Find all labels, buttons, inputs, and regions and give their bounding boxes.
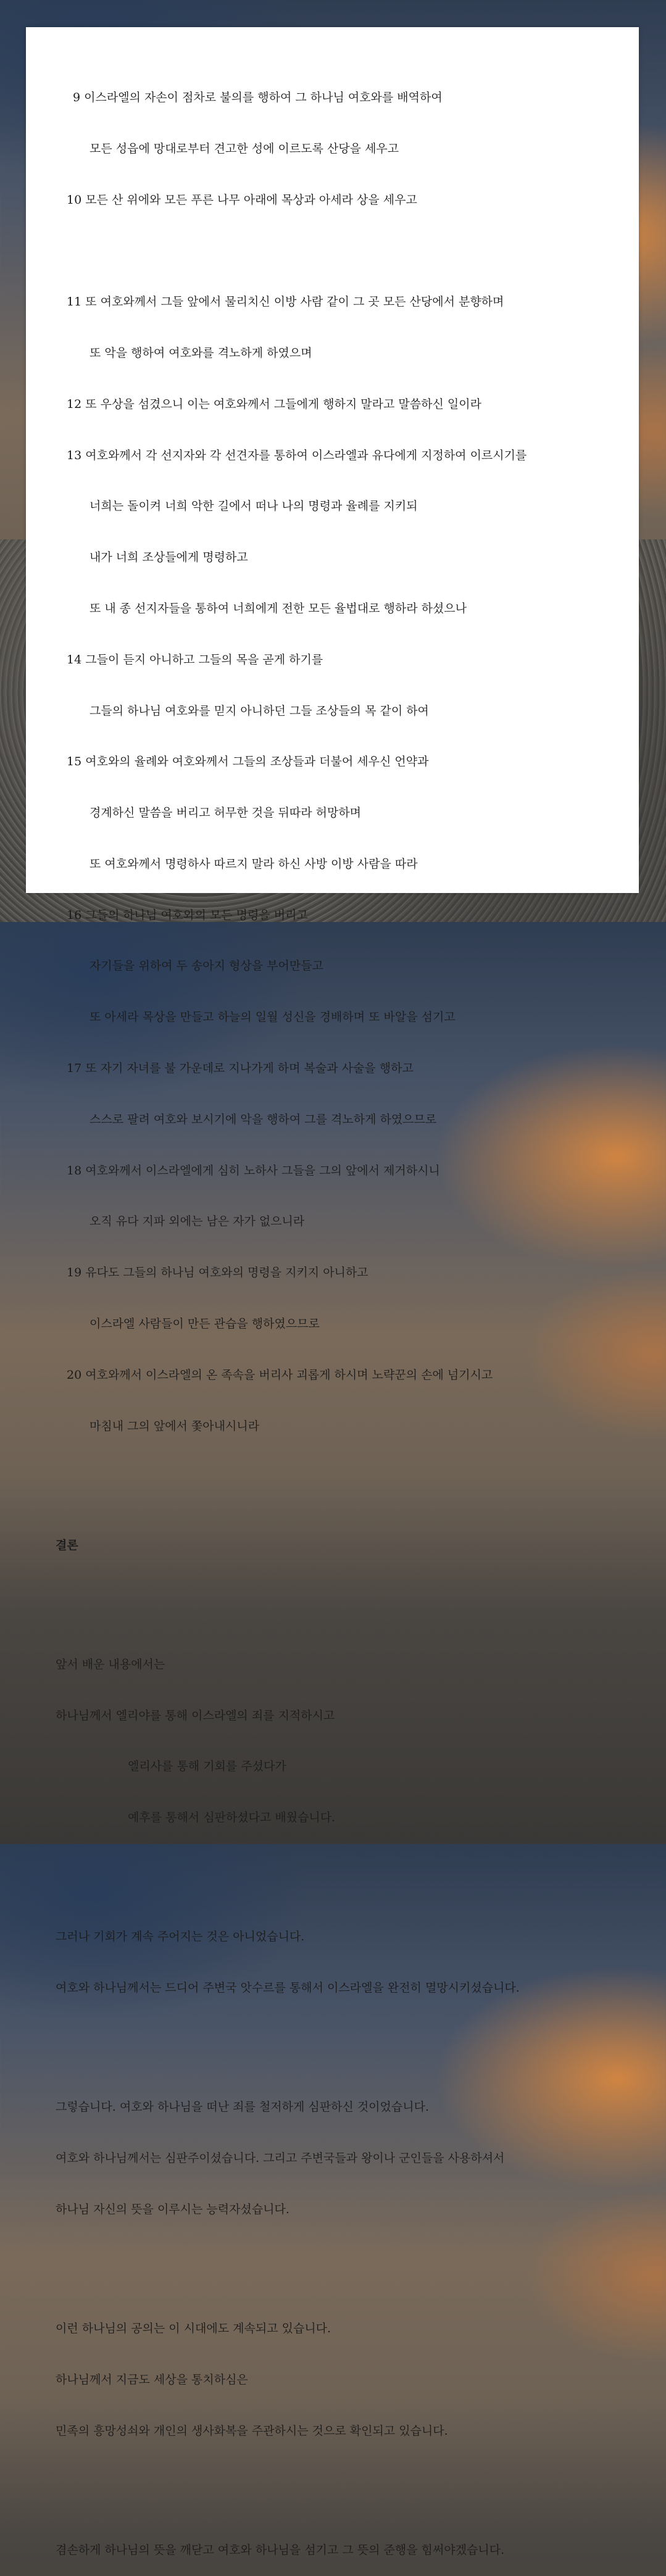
verse-11-line-2: 또 악을 행하여 여호와를 격노하게 하였으며 [89, 346, 312, 360]
conclusion-p4-line-1: 이런 하나님의 공의는 이 시대에도 계속되고 있습니다. [56, 2321, 331, 2335]
verse-16-line-2: 자기들을 위하여 두 송아지 형상을 부어만들고 [89, 959, 323, 973]
verse-17-line-1: 17 또 자기 자녀를 불 가운데로 지나가게 하며 복술과 사술을 행하고 [67, 1062, 414, 1076]
verse-12-line-1: 12 또 우상을 섬겼으니 이는 여호와께서 그들에게 행하지 말라고 말씀하신 일이라 [67, 397, 481, 411]
verse-18-line-1: 18 여호와께서 이스라엘에게 심히 노하사 그들을 그의 앞에서 제거하시니 [67, 1163, 440, 1178]
verse-13-line-3: 내가 너희 조상들에게 명령하고 [89, 551, 248, 565]
conclusion-p2-line-2: 여호와 하나님께서는 드디어 주변국 앗수르를 통해서 이스라엘을 완전히 멸망시키셨습니다. [56, 1981, 520, 1995]
conclusion-p3-line-1: 그렇습니다. 여호와 하나님을 떠난 죄를 철저하게 심판하신 것이었습니다. [56, 2100, 429, 2114]
verse-13-line-2: 너희는 돌이켜 너희 악한 길에서 떠나 나의 명령과 율례를 지키되 [89, 499, 418, 513]
verse-15-line-1: 15 여호와의 율례와 여호와께서 그들의 조상들과 더불어 세우신 언약과 [67, 755, 429, 769]
spacer [56, 2031, 623, 2048]
conclusion-p4-line-3: 민족의 흥망성쇠와 개인의 생사화복을 주관하시는 것으로 확인되고 있습니다. [56, 2424, 448, 2438]
spacer [56, 2253, 623, 2270]
verse-13-line-1: 13 여호와께서 각 선지자와 각 선견자를 통하여 이스라엘과 유다에게 지정하여 이르시기를 [67, 448, 527, 462]
verse-19-line-1: 19 유다도 그들의 하나님 여호와의 명령을 지키지 아니하고 [67, 1266, 368, 1280]
verse-16-line-3: 또 아세라 목상을 만들고 하늘의 일월 성신을 경배하며 또 바알을 섬기고 [89, 1010, 456, 1024]
conclusion-p1-line-3: 엘리사를 통해 기회를 주셨다가 [128, 1760, 286, 1774]
conclusion-p1-line-2: 하나님께서 엘리야를 통해 이스라엘의 죄를 지적하시고 [56, 1708, 335, 1722]
conclusion-p5-line-1: 겸손하게 하나님의 뜻을 깨닫고 여호와 하나님을 섬기고 그 뜻의 준행을 힘써야겠습니다. [56, 2543, 505, 2557]
verse-20-line-2: 마침내 그의 앞에서 쫓아내시니라 [89, 1419, 260, 1433]
conclusion-p2-line-1: 그러나 기회가 계속 주어지는 것은 아니었습니다. [56, 1930, 305, 1944]
verse-18-line-2: 오직 유다 지파 외에는 남은 자가 없으니라 [89, 1215, 305, 1229]
spacer [56, 1486, 623, 1503]
verse-10-line-1: 10 모든 산 위에와 모든 푸른 나무 아래에 목상과 아세라 상을 세우고 [67, 193, 417, 207]
verse-9-line-1: 9 이스라엘의 자손이 점차로 불의를 행하여 그 하나님 여호와를 배역하여 [73, 91, 443, 105]
conclusion-p1-line-1: 앞서 배운 내용에서는 [56, 1657, 165, 1671]
conclusion-p3-line-2: 여호와 하나님께서는 심판주이셨습니다. 그리고 주변국들과 왕이나 군인들을 사용하셔서 [56, 2151, 505, 2166]
verse-15-line-2: 경계하신 말씀을 버리고 허무한 것을 뒤따라 허망하며 [89, 806, 362, 820]
spacer [56, 2474, 623, 2491]
spacer [56, 243, 623, 260]
verse-9-line-2: 모든 성읍에 망대로부터 견고한 성에 이르도록 산당을 세우고 [89, 141, 399, 156]
document-text [56, 56, 623, 2576]
conclusion-p3-line-3: 하나님 자신의 뜻을 이루시는 능력자셨습니다. [56, 2202, 289, 2216]
spacer [56, 1861, 623, 1878]
verse-17-line-2: 스스로 팔려 여호와 보시기에 악을 행하여 그를 격노하게 하였으므로 [89, 1112, 437, 1126]
verse-14-line-1: 14 그들이 듣지 아니하고 그들의 목을 곧게 하기를 [67, 652, 323, 667]
conclusion-heading: 결론 [56, 1538, 78, 1552]
conclusion-p4-line-2: 하나님께서 지금도 세상을 통치하심은 [56, 2372, 248, 2387]
verse-11-line-1: 11 또 여호와께서 그들 앞에서 물리치신 이방 사람 같이 그 곳 모든 산당에서 분향하며 [67, 295, 504, 309]
verse-16-line-1: 16 그들의 하나님 여호와의 모든 명령을 버리고 [67, 908, 308, 922]
verse-19-line-2: 이스라엘 사람들이 만든 관습을 행하였으므로 [89, 1316, 320, 1331]
spacer [56, 1588, 623, 1605]
verse-20-line-1: 20 여호와께서 이스라엘의 온 족속을 버리사 괴롭게 하시며 노략꾼의 손에 넘기시고 [67, 1368, 493, 1382]
conclusion-p1-line-4: 예후를 통해서 심판하셨다고 배웠습니다. [128, 1811, 336, 1825]
verse-14-line-2: 그들의 하나님 여호와를 믿지 아니하던 그들 조상들의 목 같이 하여 [89, 704, 429, 718]
verse-13-line-4: 또 내 종 선지자들을 통하여 너희에게 전한 모든 율법대로 행하라 하셨으나 [89, 602, 467, 615]
verse-15-line-3: 또 여호와께서 명령하사 따르지 말라 하신 사방 이방 사람을 따라 [89, 857, 418, 871]
